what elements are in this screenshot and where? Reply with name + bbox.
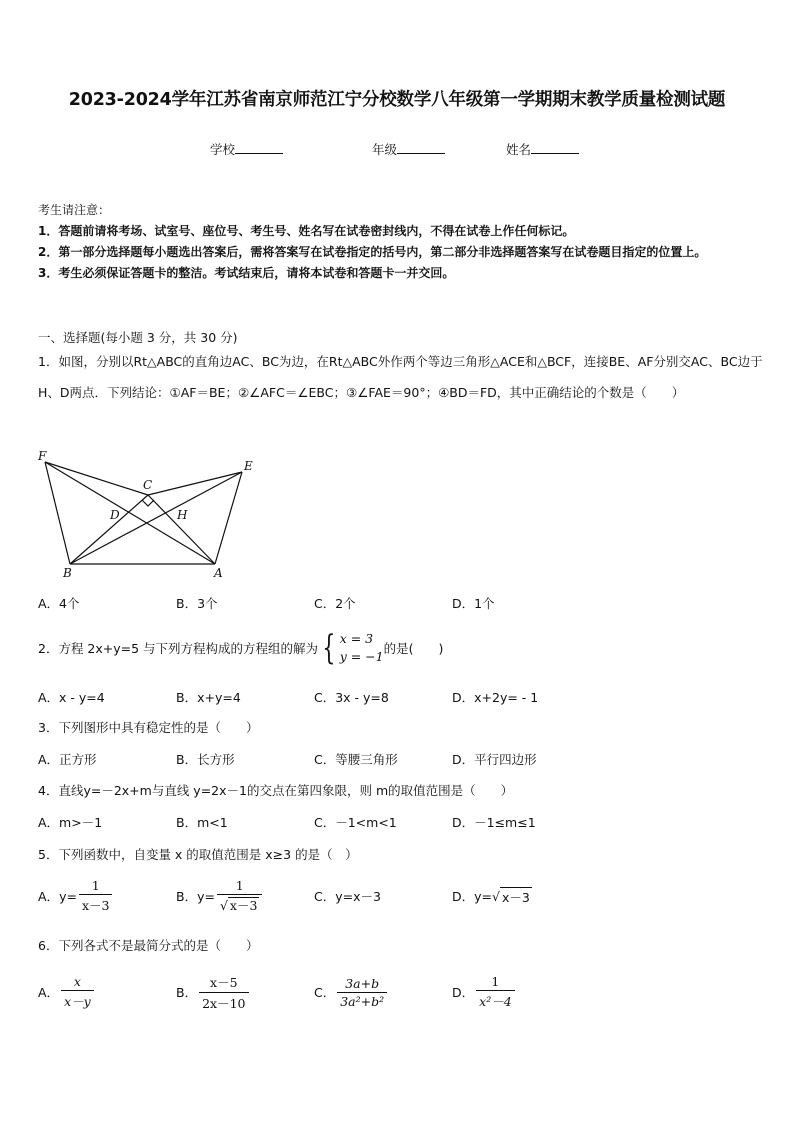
brace-icon: { [322, 628, 336, 668]
q2-option-b: B．x+y=4 [176, 690, 241, 705]
q5-option-d-label: D． [452, 889, 475, 904]
fraction-denominator: x²－4 [476, 990, 515, 1010]
fraction-numerator: 1 [235, 878, 244, 893]
label-E: E [244, 459, 253, 473]
section-title: 一、选择题(每小题 3 分，共 30 分) [38, 330, 238, 345]
segment-FB [45, 462, 70, 564]
question-5-text: 5．下列函数中，自变量 x 的取值范围是 x≥3 的是（ ） [38, 847, 358, 862]
segment-AE [215, 472, 242, 564]
q5-option-d [452, 876, 532, 916]
system-line-2: y = −1 [339, 649, 384, 664]
label-H: H [177, 508, 188, 522]
q5-option-b [176, 876, 264, 916]
name-field [506, 140, 579, 158]
q4-option-a: A．m>－1 [38, 815, 103, 830]
fraction [217, 878, 262, 914]
label-F: F [38, 449, 47, 463]
segment-BE [70, 472, 242, 564]
radicand: x－3 [500, 887, 532, 906]
q1-option-c: C．2个 [314, 596, 356, 611]
question-6-text: 6．下列各式不是最简分式的是（ ） [38, 938, 259, 953]
equation-system [318, 630, 384, 666]
q5-option-d-lhs: y= [474, 888, 493, 904]
q6-option-a [38, 970, 96, 1014]
label-C: C [143, 478, 153, 492]
q4-option-d: D．－1≤m≤1 [452, 815, 536, 830]
fraction-denominator: x－y [61, 990, 94, 1010]
question-2-text [38, 628, 443, 668]
q1-option-b: B．3个 [176, 596, 218, 611]
q6-option-d-label: D． [452, 985, 475, 1000]
notice-item: 2．第一部分选择题每小题选出答案后，需将答案写在试卷指定的括号内，第二部分非选择题答案写在试卷题目指定的位置上。 [38, 245, 707, 259]
q1-option-d: D．1个 [452, 596, 495, 611]
segment-CE [148, 472, 242, 495]
name-label: 姓名 [506, 142, 532, 157]
q3-option-c: C．等腰三角形 [314, 752, 398, 767]
q2-option-d: D．x+2y= - 1 [452, 690, 539, 705]
right-angle-mark [142, 500, 154, 506]
q5-option-c: C．y=x－3 [314, 889, 381, 904]
q1-option-a: A．4个 [38, 596, 80, 611]
name-blank [531, 141, 579, 154]
fraction-denominator: 3a²+b² [337, 992, 387, 1009]
fraction-numerator: x [73, 974, 81, 989]
q5-option-a-label: A． [38, 889, 60, 904]
q6-option-a-label: A． [38, 985, 60, 1000]
system-line-1: x = 3 [339, 631, 374, 646]
q6-option-b [176, 970, 251, 1014]
question-1-figure [30, 446, 265, 581]
q3-option-d: D．平行四边形 [452, 752, 537, 767]
q6-option-b-label: B． [176, 985, 198, 1000]
fraction [79, 878, 113, 914]
segment-FC [45, 462, 148, 495]
page-title: 2023-2024学年江苏省南京师范江宁分校数学八年级第一学期期末教学质量检测试题 [68, 90, 726, 110]
notice-item: 1．答题前请将考场、试室号、座位号、考生号、姓名写在试卷密封线内，不得在试卷上作任何标记。 [38, 224, 575, 238]
fraction-numerator: 1 [91, 878, 100, 893]
q5-option-a-lhs: y= [59, 888, 77, 904]
notice-block [38, 200, 768, 284]
grade-label: 年级 [372, 142, 398, 157]
grade-blank [397, 141, 445, 154]
school-blank [235, 141, 283, 154]
fraction-denominator: √ x－3 [217, 894, 262, 914]
fraction-numerator: 1 [491, 974, 500, 989]
fraction-numerator: x－5 [210, 974, 238, 990]
q5-option-b-lhs: y= [197, 888, 215, 904]
q3-option-b: B．长方形 [176, 752, 235, 767]
question-4-text: 4．直线y=－2x+m与直线 y=2x－1的交点在第四象限，则 m的取值范围是（ ） [38, 783, 514, 798]
fraction-denominator: 2x－10 [199, 992, 248, 1012]
q4-option-b: B．m<1 [176, 815, 228, 830]
question-1-text: 1．如图，分别以Rt△ABC的直角边AC、BC为边，在Rt△ABC外作两个等边三角形△ACE和△BCF，连接BE、AF分别交AC、BC边于H、D两点．下列结论：①AF＝BE；②∠AFC＝∠EBC；③∠FAE＝90°；④BD＝FD，其中正确结论的个数是（ ） [38, 354, 763, 400]
fraction [476, 974, 515, 1010]
fraction [61, 974, 94, 1010]
sqrt-symbol: √ [492, 888, 500, 904]
q2-text-before: 2．方程 2x+y=5 与下列方程构成的方程组的解为 [38, 641, 319, 656]
school-field [210, 140, 283, 158]
fraction-numerator: 3a+b [345, 975, 380, 991]
fraction-denominator: x－3 [79, 894, 113, 914]
fraction [337, 976, 387, 1009]
notice-item: 3．考生必须保证答题卡的整洁。考试结束后，请将本试卷和答题卡一并交回。 [38, 266, 455, 280]
grade-field [372, 140, 445, 158]
label-B: B [63, 566, 72, 580]
notice-heading: 考生请注意： [38, 203, 111, 217]
school-label: 学校 [210, 142, 236, 157]
label-A: A [214, 566, 223, 580]
q6-option-c-label: C． [314, 985, 336, 1000]
segment-FA [45, 462, 215, 564]
q3-option-a: A．正方形 [38, 752, 97, 767]
question-3-text: 3．下列图形中具有稳定性的是（ ） [38, 720, 259, 735]
q2-text-after: 的是( ) [383, 641, 444, 656]
segment-BC [70, 495, 148, 564]
label-D: D [110, 508, 120, 522]
q6-option-d [452, 970, 517, 1014]
q6-option-c [314, 970, 389, 1014]
q2-option-a: A．x - y=4 [38, 690, 105, 705]
q2-option-c: C．3x - y=8 [314, 690, 389, 705]
q5-option-a [38, 876, 114, 916]
q5-option-b-label: B． [176, 889, 198, 904]
fraction [199, 973, 248, 1012]
radicand: x－3 [229, 898, 258, 913]
q4-option-c: C．－1<m<1 [314, 815, 397, 830]
